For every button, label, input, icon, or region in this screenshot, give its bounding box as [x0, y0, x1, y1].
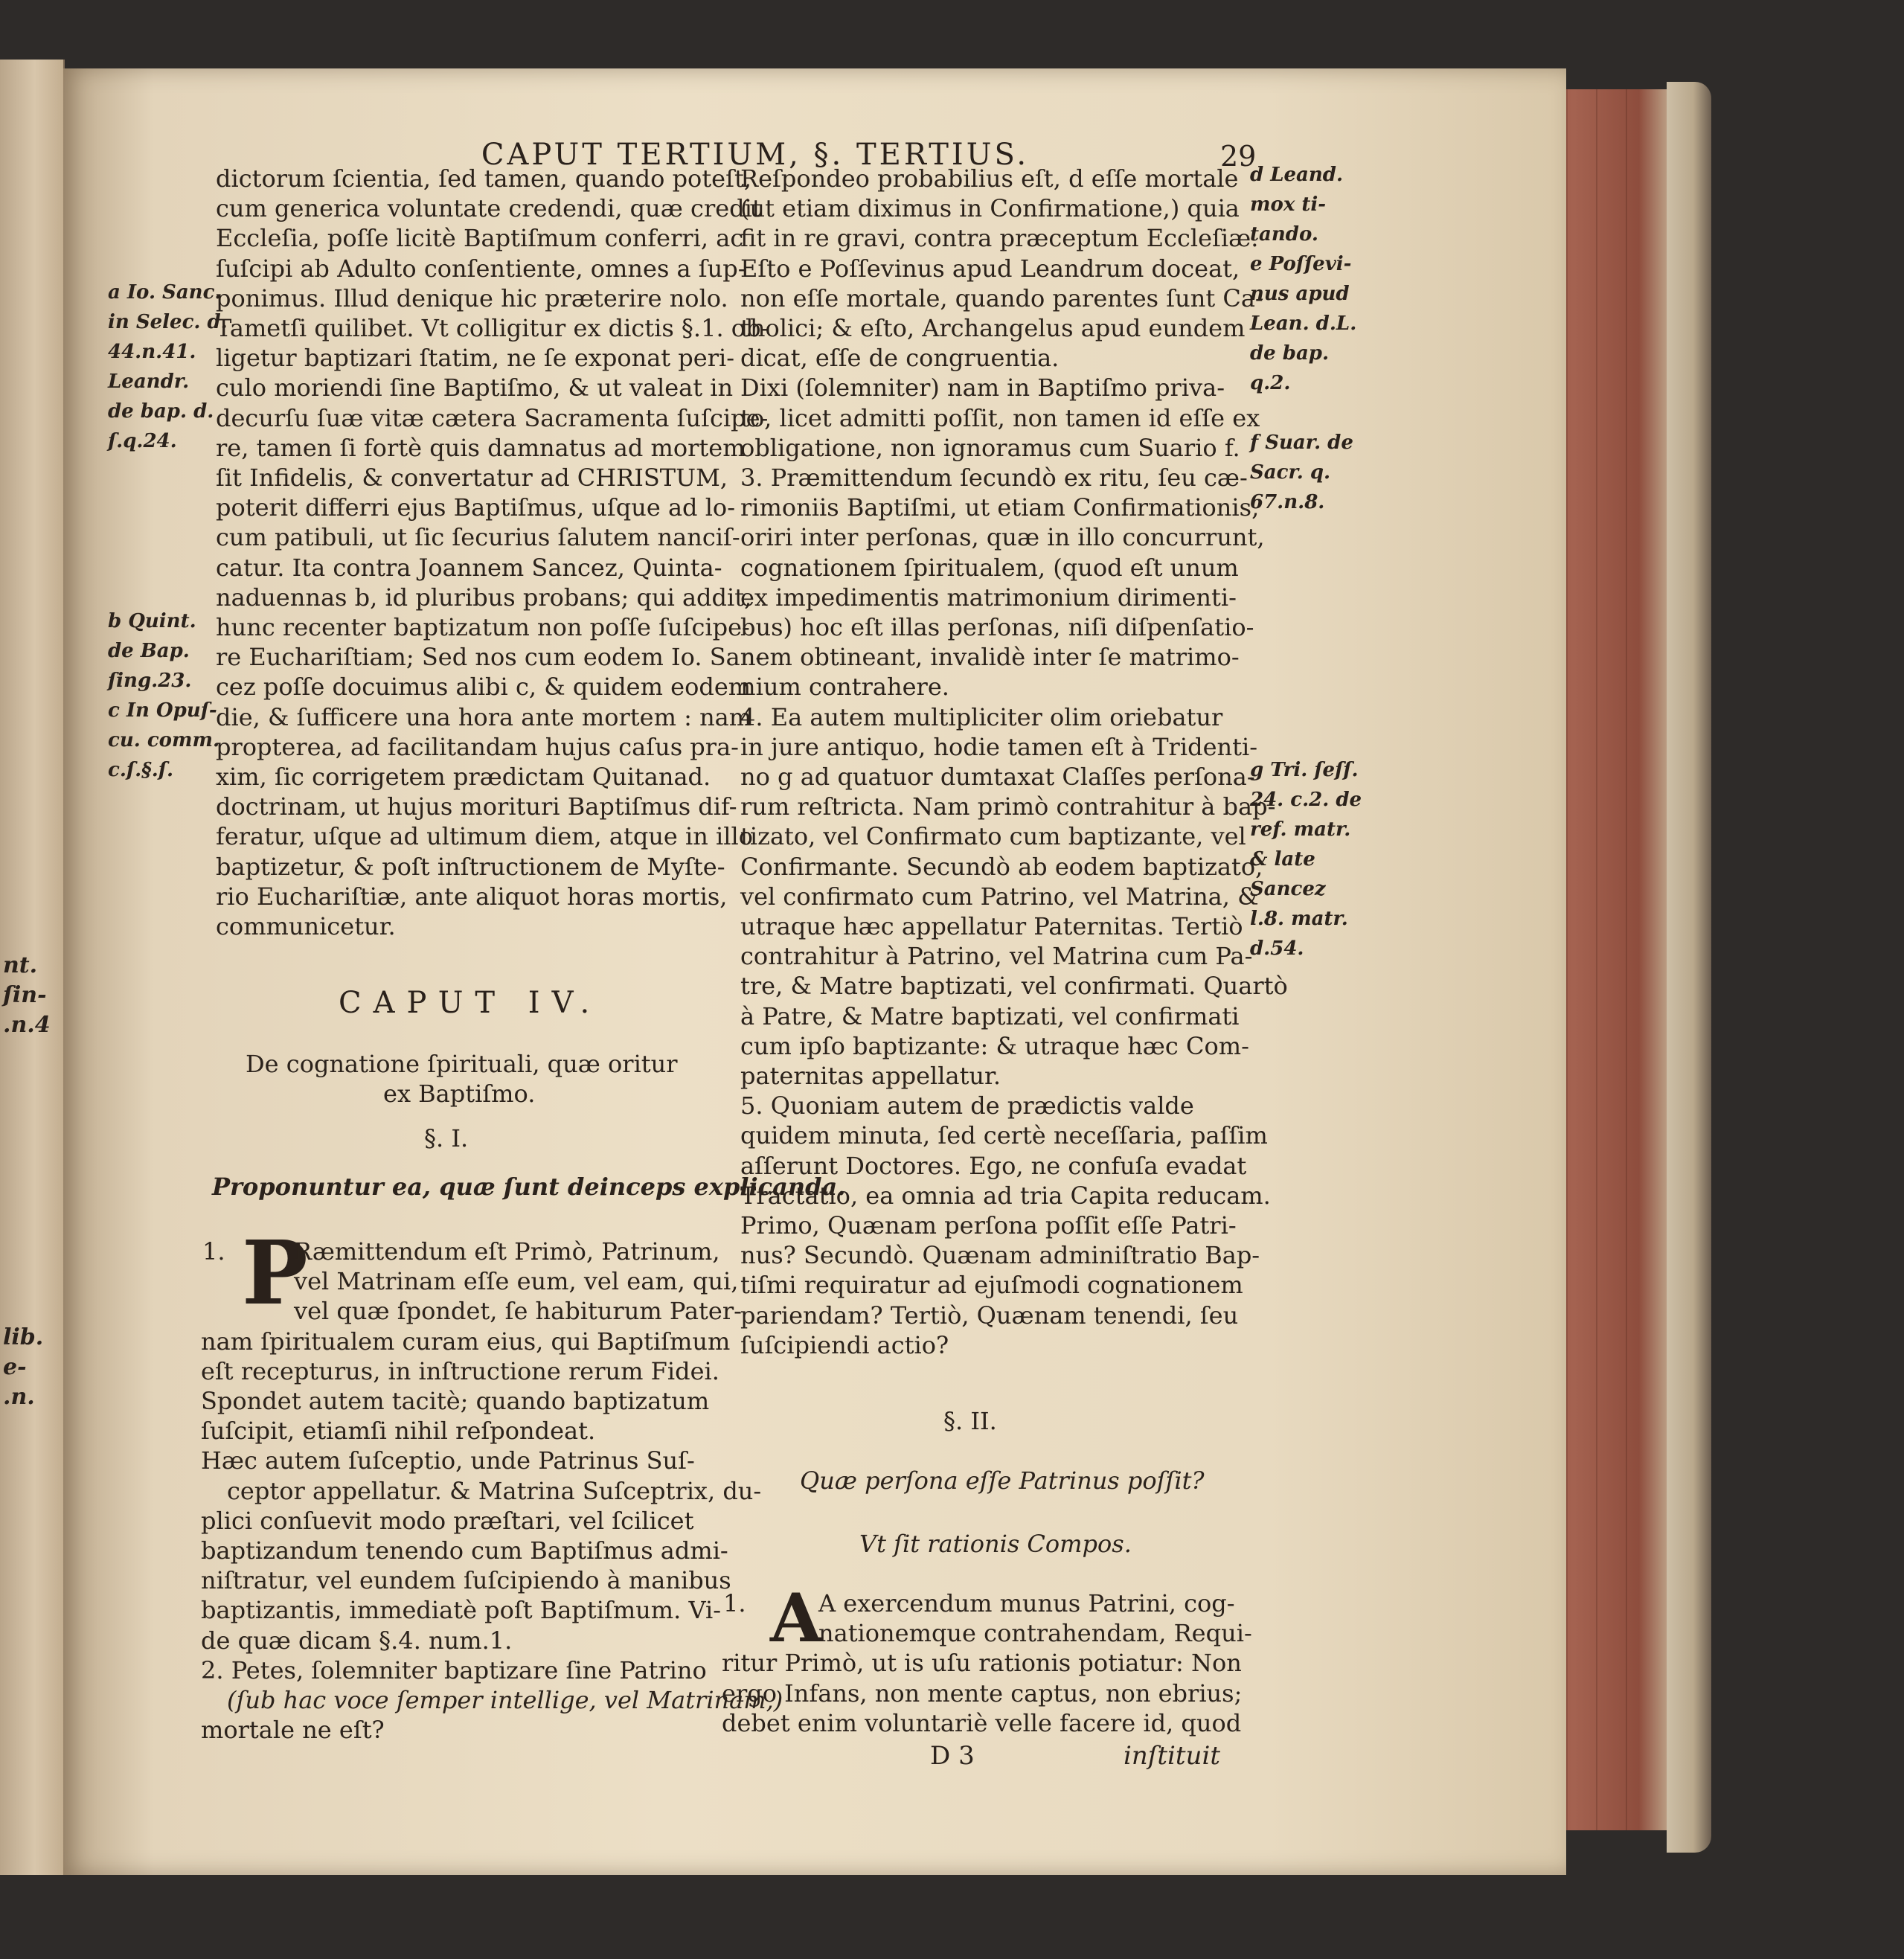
text-line: ligetur baptizari ſtatim, ne ſe exponat peri- [216, 344, 735, 373]
text-line: vel Matrinam eſſe eum, vel eam, qui, [294, 1267, 739, 1296]
margin-note: in Selec. d. [108, 311, 228, 333]
left-fragment: .n.4 [3, 1012, 51, 1038]
text-line: rio Euchariſtiæ, ante aliquot horas mortis, [216, 882, 728, 911]
text-line: utraque hæc appellatur Paternitas. Tertiò [740, 912, 1243, 940]
page-number: 29 [1220, 140, 1257, 173]
text-line: tizato, vel Confirmato cum baptizante, vel [740, 822, 1246, 851]
margin-note: d.54. [1250, 937, 1304, 960]
drop-cap: P [242, 1221, 308, 1324]
cover-edge [1667, 82, 1711, 1853]
section-title: Proponuntur ea, quæ ſunt deinceps explicanda. [212, 1173, 846, 1201]
text-line: doctrinam, ut hujus morituri Baptiſmus dif- [216, 792, 737, 821]
signature-mark: D 3 [930, 1741, 975, 1771]
text-line: pariendam? Tertiò, Quænam tenendi, ſeu [740, 1301, 1239, 1330]
chapter-subtitle: ex Baptiſmo. [383, 1080, 536, 1108]
text-line: culo moriendi ſine Baptiſmo, & ut valeat in [216, 373, 734, 403]
margin-note: ſ.q.24. [108, 430, 177, 452]
left-fragment: e- [3, 1354, 27, 1380]
text-line: catur. Ita contra Joannem Sancez, Quinta- [216, 553, 722, 582]
text-line: re, tamen ſi fortè quis damnatus ad mortem [216, 433, 746, 462]
text-line: baptizandum tenendo cum Baptiſmus admi- [201, 1536, 728, 1565]
text-line: à Patre, & Matre baptizati, vel confirmati [740, 1001, 1240, 1030]
section-title: Quæ perſona eſſe Patrinus poſſit? [800, 1466, 1205, 1495]
text-line: ex impedimentis matrimonium dirimenti- [740, 583, 1237, 612]
margin-note: Sancez [1250, 878, 1326, 900]
left-page-edge [0, 60, 65, 1875]
catchword: inſtituit [1124, 1741, 1220, 1771]
text-line: re Euchariſtiam; Sed nos cum eodem Io. San- [216, 643, 764, 672]
margin-note: ſing.23. [108, 670, 192, 692]
text-line: fit in re gravi, contra præceptum Eccleſiæ. [740, 224, 1259, 253]
left-fragment: ſin- [3, 982, 47, 1008]
text-line: 1. [202, 1237, 225, 1266]
left-fragment: .n. [3, 1384, 35, 1410]
text-line: (ſub hac voce ſemper intellige, vel Matrinam,) [227, 1686, 783, 1714]
margin-note: c In Opuſ- [108, 699, 217, 722]
text-line: ergo Infans, non mente captus, non ebrius; [722, 1679, 1243, 1708]
text-line: die, & ſufficere una hora ante mortem : nam [216, 702, 752, 731]
margin-note: g Tri. ſeſſ. [1250, 759, 1359, 781]
text-line: nium contrahere. [740, 673, 949, 702]
text-line: in jure antiquo, hodie tamen eſt à Tridenti- [740, 732, 1258, 761]
text-line: nam ſpiritualem curam eius, qui Baptiſmum [201, 1327, 731, 1356]
text-line: tre, & Matre baptizati, vel confirmati. Quartò [740, 972, 1288, 1001]
text-line: paternitas appellatur. [740, 1062, 1001, 1090]
text-line: Eſto e Poſſevinus apud Leandrum doceat, [740, 254, 1240, 283]
text-line: dictorum ſcientia, ſed tamen, quando poteſt, [216, 164, 751, 193]
text-line: debet enim voluntariè velle facere id, quod [722, 1708, 1242, 1737]
margin-note: nus apud [1250, 283, 1350, 305]
text-line: Dixi (ſolemniter) nam in Baptiſmo priva- [740, 373, 1225, 403]
text-line: 5. Quoniam autem de prædictis valde [740, 1091, 1194, 1120]
text-line: communicetur. [216, 912, 396, 940]
text-line: nem obtineant, invalidè inter ſe matrimo- [740, 643, 1240, 672]
chapter-subtitle: De cognatione ſpirituali, quæ oritur [246, 1050, 678, 1078]
margin-note: de Bap. [108, 640, 190, 662]
text-line: tiſmi requiratur ad ejuſmodi cognationem [740, 1271, 1243, 1300]
text-line: cez poſſe docuimus alibi c, & quidem eodem [216, 673, 751, 702]
text-line: baptizetur, & poſt inſtructionem de Myſte- [216, 852, 725, 881]
text-line: eſt recepturus, in inſtructione rerum Fidei. [201, 1356, 719, 1385]
text-line: Spondet autem tacitè; quando baptizatum [201, 1387, 710, 1415]
text-line: 4. Ea autem multipliciter olim oriebatur [740, 702, 1223, 731]
margin-note: de bap. d. [108, 400, 214, 423]
text-line: Ræmittendum eſt Primò, Patrinum, [294, 1237, 720, 1266]
text-line: cum patibuli, ut ſic ſecurius ſalutem nanciſ- [216, 523, 740, 552]
text-line: plici conſuevit modo præſtari, vel ſcilicet [201, 1506, 694, 1535]
text-line: ſuſcipiendi actio? [740, 1330, 949, 1359]
margin-note: c.ſ.§.ſ. [108, 759, 174, 781]
margin-note: Lean. d.L. [1250, 312, 1357, 335]
text-line: naduennas b, id pluribus probans; qui addit, [216, 583, 752, 612]
text-line: rimoniis Baptiſmi, ut etiam Confirmationis, [740, 493, 1260, 522]
text-line: cognationem ſpiritualem, (quod eſt unum [740, 553, 1239, 582]
text-line: 1. [723, 1589, 746, 1617]
left-fragment: nt. [3, 952, 38, 978]
margin-note: tando. [1250, 223, 1318, 246]
margin-note: & late [1250, 848, 1315, 871]
left-fragment: lib. [3, 1324, 44, 1350]
margin-note: a Io. Sanc. [108, 281, 222, 304]
text-line: rum reſtricta. Nam primò contrahitur à bap- [740, 792, 1276, 821]
margin-note: 44.n.41. [108, 341, 196, 363]
text-line: niſtratur, vel eundem ſuſcipiendo à manibus [201, 1566, 731, 1595]
text-line: propterea, ad facilitandam hujus caſus pra- [216, 732, 739, 761]
text-line: non eſſe mortale, quando parentes ſunt Ca- [740, 283, 1263, 312]
text-line: decurſu ſuæ vitæ cætera Sacramenta ſuſcipe- [216, 403, 769, 432]
margin-note: ref. matr. [1250, 818, 1351, 841]
text-line: 3. Præmittendum ſecundò ex ritu, ſeu cæ- [740, 464, 1248, 492]
text-line: no g ad quatuor dumtaxat Claſſes perſona- [740, 763, 1255, 791]
text-line: nationemque contrahendam, Requi- [818, 1619, 1252, 1648]
text-line: ceptor appellatur. & Matrina Suſceptrix, du- [227, 1476, 762, 1505]
text-line: bus) hoc eſt illas perſonas, niſi diſpenſatio- [740, 613, 1254, 641]
text-line: vel quæ ſpondet, ſe habiturum Pater- [294, 1297, 742, 1326]
text-line: Reſpondeo probabilius eſt, d eſſe mortale [740, 164, 1239, 193]
running-head: CAPUT TERTIUM, §. TERTIUS. [481, 138, 1030, 172]
text-line: nus? Secundò. Quænam adminiſtratio Bap- [740, 1241, 1260, 1270]
margin-note: l.8. matr. [1250, 908, 1348, 930]
text-line: poterit differri ejus Baptiſmus, uſque ad lo- [216, 493, 735, 522]
text-line: oriri inter perſonas, quæ in illo concurrunt, [740, 523, 1265, 552]
text-line: Tametſi quilibet. Vt colligitur ex dictis §.1. ob- [216, 314, 769, 342]
margin-note: d Leand. [1250, 164, 1344, 186]
margin-note: Leandr. [108, 371, 190, 393]
text-line: mortale ne eſt? [201, 1716, 385, 1745]
text-line: Tractatio, ea omnia ad tria Capita reducam. [740, 1181, 1271, 1210]
text-line: Confirmante. Secundò ab eodem baptizato, [740, 852, 1263, 881]
drop-cap: A [770, 1579, 822, 1658]
text-line: (ut etiam diximus in Confirmatione,) quia [740, 194, 1240, 223]
text-line: ſuſcipit, etiamſi nihil reſpondeat. [201, 1417, 596, 1446]
margin-note: mox ti- [1250, 193, 1327, 216]
text-line: ſit Infidelis, & convertatur ad CHRISTUM, [216, 464, 728, 492]
text-line: A exercendum munus Patrini, cog- [818, 1589, 1235, 1617]
text-line: vel confirmato cum Patrino, vel Matrina, & [740, 882, 1259, 911]
text-line: Eccleſia, poſſe licitè Baptiſmum conferri, ac [216, 224, 744, 253]
text-line: quidem minuta, ſed certè neceſſaria, paſſim [740, 1121, 1268, 1150]
text-line: Primo, Quænam perſona poſſit eſſe Patri- [740, 1211, 1237, 1240]
margin-note: 24. c.2. de [1250, 789, 1362, 811]
text-line: cum generica voluntate credendi, quæ credit [216, 194, 762, 223]
text-line: feratur, uſque ad ultimum diem, atque in illo [216, 822, 754, 851]
text-line: ſuſcipi ab Adulto conſentiente, omnes a ſup- [216, 254, 746, 283]
margin-note: de bap. [1250, 342, 1330, 365]
text-line: xim, ſic corrigetem prædictam Quitanad. [216, 763, 711, 791]
margin-note: f Suar. de [1250, 432, 1353, 454]
margin-note: 67.n.8. [1250, 491, 1325, 513]
margin-note: q.2. [1250, 372, 1291, 394]
text-line: contrahitur à Patrino, vel Matrina cum Pa- [740, 942, 1253, 971]
text-line: hunc recenter baptizatum non poſſe ſuſcipe- [216, 613, 750, 641]
section-mark: §. II. [943, 1407, 997, 1435]
section-mark: §. I. [424, 1124, 469, 1152]
chapter-title: CAPUT IV. [339, 986, 602, 1020]
margin-note: b Quint. [108, 610, 196, 632]
section-subtitle: Vt ſit rationis Compos. [859, 1530, 1132, 1558]
text-line: 2. Petes, ſolemniter baptizare ſine Patrino [201, 1655, 707, 1684]
text-line: aſſerunt Doctores. Ego, ne confuſa evadat [740, 1151, 1247, 1180]
text-line: de quæ dicam §.4. num.1. [201, 1626, 513, 1655]
margin-note: e Poſſevi- [1250, 253, 1352, 275]
text-line: to, licet admitti poſſit, non tamen id eſſe ex [740, 403, 1260, 432]
text-line: obligatione, non ignoramus cum Suario f. [740, 433, 1240, 462]
text-line: tholici; & eſto, Archangelus apud eundem [740, 314, 1246, 342]
text-line: cum ipſo baptizante: & utraque hæc Com- [740, 1031, 1249, 1060]
text-line: ponimus. Illud denique hic præterire nolo. [216, 283, 728, 312]
text-line: ritur Primò, ut is uſu rationis potiatur: Non [722, 1649, 1242, 1678]
margin-note: cu. comm. [108, 729, 220, 751]
text-line: dicat, eſſe de congruentia. [740, 344, 1060, 373]
text-line: baptizantis, immediatè poſt Baptiſmum. Vi- [201, 1596, 722, 1625]
margin-note: Sacr. q. [1250, 461, 1331, 484]
text-line: Hæc autem ſuſceptio, unde Patrinus Suſ- [201, 1446, 695, 1475]
